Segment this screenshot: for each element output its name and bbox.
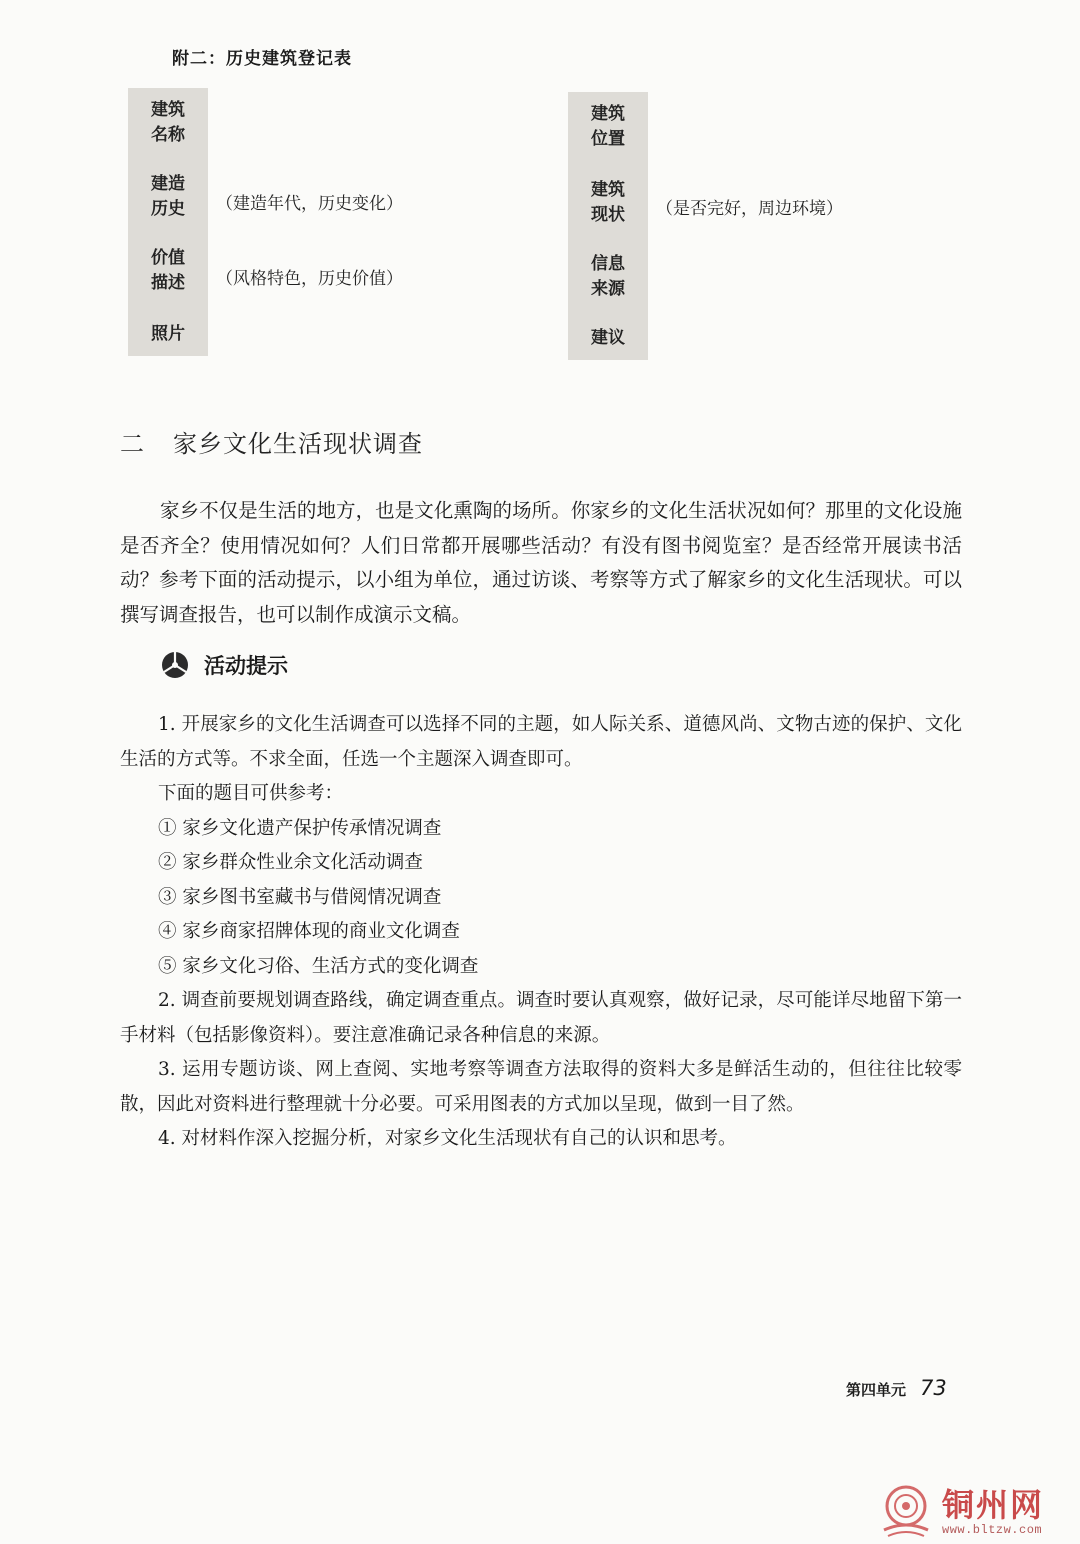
page-number: 73 <box>920 1376 947 1400</box>
watermark-site-name: 铜州网 <box>942 1486 1045 1524</box>
hint-value-description: （风格特色，历史价值） <box>216 269 403 289</box>
section-number: 二 <box>120 430 145 458</box>
field-label-info-source: 信息 来源 <box>591 254 625 299</box>
page-footer <box>846 1376 947 1400</box>
tip-topic-1: ① 家乡文化遗产保护传承情况调查 <box>158 817 442 839</box>
watermark <box>878 1484 1068 1540</box>
appendix-title: 附二：历史建筑登记表 <box>172 49 352 69</box>
tip-topic-2: ② 家乡群众性业余文化活动调查 <box>158 852 423 873</box>
hint-building-status: （是否完好，周边环境） <box>656 199 843 219</box>
activity-tips-heading <box>160 650 288 680</box>
activity-tips-list <box>120 708 962 1157</box>
activity-tips-icon <box>160 650 190 680</box>
field-label-building-location: 建筑 位置 <box>591 104 625 149</box>
tip-topic-5: ⑤ 家乡文化习俗、生活方式的变化调查 <box>158 955 479 977</box>
tip-item-4: 4. 对材料作深入挖掘分析，对家乡文化生活现状有自己的认识和思考。 <box>158 1128 737 1149</box>
field-label-suggestion: 建议 <box>591 328 625 348</box>
section-title <box>120 424 423 459</box>
watermark-seal-icon <box>878 1484 936 1540</box>
tip-topic-4: ④ 家乡商家招牌体现的商业文化调查 <box>158 921 460 942</box>
tip-item-2: 2. 调查前要规划调查路线，确定调查重点。调查时要认真观察，做好记录，尽可能详尽地留下第一手材料（包括影像资料）。要注意准确记录各种信息的来源。 <box>120 990 962 1046</box>
hint-build-history: （建造年代，历史变化） <box>216 194 403 214</box>
section-title-text: 家乡文化生活现状调查 <box>173 430 423 458</box>
field-label-building-status: 建筑 现状 <box>591 180 625 225</box>
register-label-column-left <box>128 88 208 356</box>
field-label-value-description: 价值 描述 <box>151 248 185 293</box>
tip-item-3: 3. 运用专题访谈、网上查阅、实地考察等调查方法取得的资料大多是鲜活生动的，但往往比较零散，因此对资料进行整理就十分必要。可采用图表的方式加以呈现，做到一目了然。 <box>120 1059 962 1115</box>
tip-item-1: 1. 开展家乡的文化生活调查可以选择不同的主题，如人际关系、道德风尚、文物古迹的保护、文化生活的方式等。不求全面，任选一个主题深入调查即可。 <box>120 714 962 770</box>
watermark-url: www.bltzw.com <box>942 1523 1043 1537</box>
register-label-column-right <box>568 92 648 360</box>
activity-tips-title: 活动提示 <box>204 654 288 678</box>
footer-unit: 第四单元 <box>846 1381 907 1399</box>
tip-reference-intro: 下面的题目可供参考： <box>158 783 344 804</box>
intro-paragraph: 家乡不仅是生活的地方，也是文化熏陶的场所。你家乡的文化生活状况如何？那里的文化设施是否齐全？使用情况如何？人们日常都开展哪些活动？有没有图书阅览室？是否经常开展读书活动？参考下面的活动提示，以小组为单位，通过访谈、考察等方式了解家乡的文化生活现状。可以撰写调查报告，也可以制作成演示文稿。 <box>120 499 962 626</box>
field-label-photo: 照片 <box>151 324 185 344</box>
tip-topic-3: ③ 家乡图书室藏书与借阅情况调查 <box>158 886 442 908</box>
field-label-build-history: 建造 历史 <box>151 174 185 219</box>
field-label-building-name: 建筑 名称 <box>151 100 185 145</box>
